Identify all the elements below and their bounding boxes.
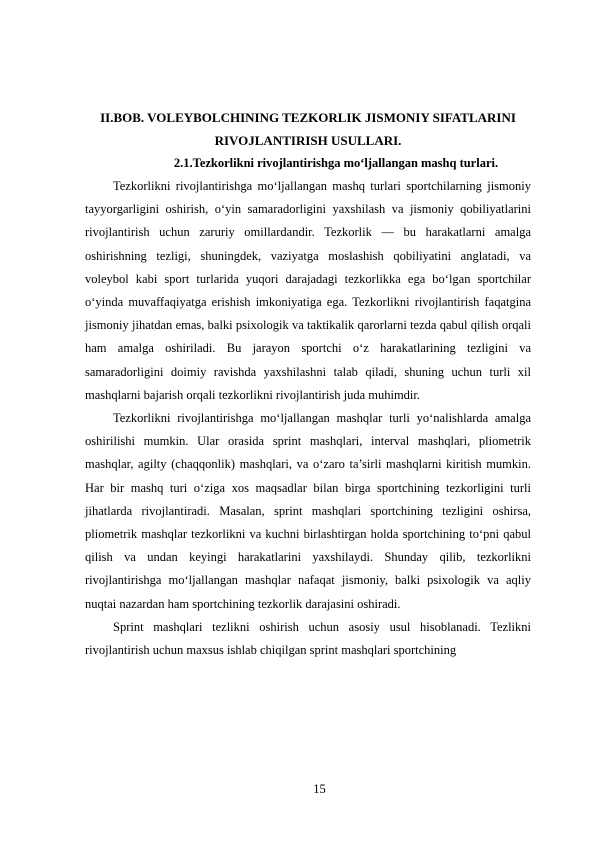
paragraph-3: Sprint mashqlari tezlikni oshirish uchun asosiy usul hisoblanadi. Tezlikni rivojlantirish uchun maxsus ishlab chiqilgan sprint mashqlari sportchining — [85, 619, 531, 658]
chapter-title: II.BOB. VOLEYBOLCHINING TEZKORLIK JISMONIY SIFATLARINI RIVOJLANTIRISH USULLARI. — [100, 110, 516, 148]
paragraph-2: Tezkorlikni rivojlantirishga mo‘ljallangan mashqlar turli yo‘nalishlarda amalga oshirilishi mumkin. Ular orasida sprint mashqlari, interval mashqlari, pliometrik mashqlar, agilty (chaqqonlik) mashqlari, va o‘zaro ta’sirli mashqlarni kiritish mumkin. Har bir mashq turi o‘ziga xos maqsadlar bilan birga sportchining tezkorligini turli jihatlarda rivojlantiradi. Masalan, sprint mashqlari sportchining tezligini oshirsa, pliometrik mashqlar tezkorlikni va kuchni birlashtirgan holda sportchining to‘pni qabul qilish va undan keyingi harakatlarini yaxshilaydi. Shunday qilib, tezkorlikni rivojlantirishga mo‘ljallangan mashqlar nafaqat jismoniy, balki psixologik va aqliy nuqtai nazardan ham sportchining tezkorlik darajasini oshiradi. — [85, 411, 531, 611]
document-page — [85, 106, 531, 662]
page-number: 15 — [313, 782, 326, 796]
section-title: 2.1.Tezkorlikni rivojlantirishga mo‘ljallangan mashq turlari. — [173, 156, 499, 170]
paragraph-1: Tezkorlikni rivojlantirishga mo‘ljallangan mashq turlari sportchilarning jismoniy tayyorgarligini oshirish, o‘yin samaradorligini yaxshilash va jismoniy qobiliyatlarini rivojlantirish uchun zaruriy omillardandir. Tezkorlik — bu harakatlarni amalga oshirishning tezligi, shuningdek, vaziyatga moslashish qobiliyatini anglatadi, va voleybol kabi sport turlarida yuqori darajadagi tezkorlikka ega bo‘lgan sportchilar o‘yinda muvaffaqiyatga erishish imkoniyatiga ega. Tezkorlikni rivojlantirish faqatgina jismoniy jihatdan emas, balki psixologik va taktikalik qarorlarni tezda qabul qilish orqali ham amalga oshiriladi. Bu jarayon sportchi o‘z harakatlarining tezligini va samaradorligini doimiy ravishda yaxshilashni talab qiladi, shuning uchun turli xil mashqlarni bajarish orqali tezkorlikni rivojlantirish juda muhimdir. — [85, 179, 531, 402]
